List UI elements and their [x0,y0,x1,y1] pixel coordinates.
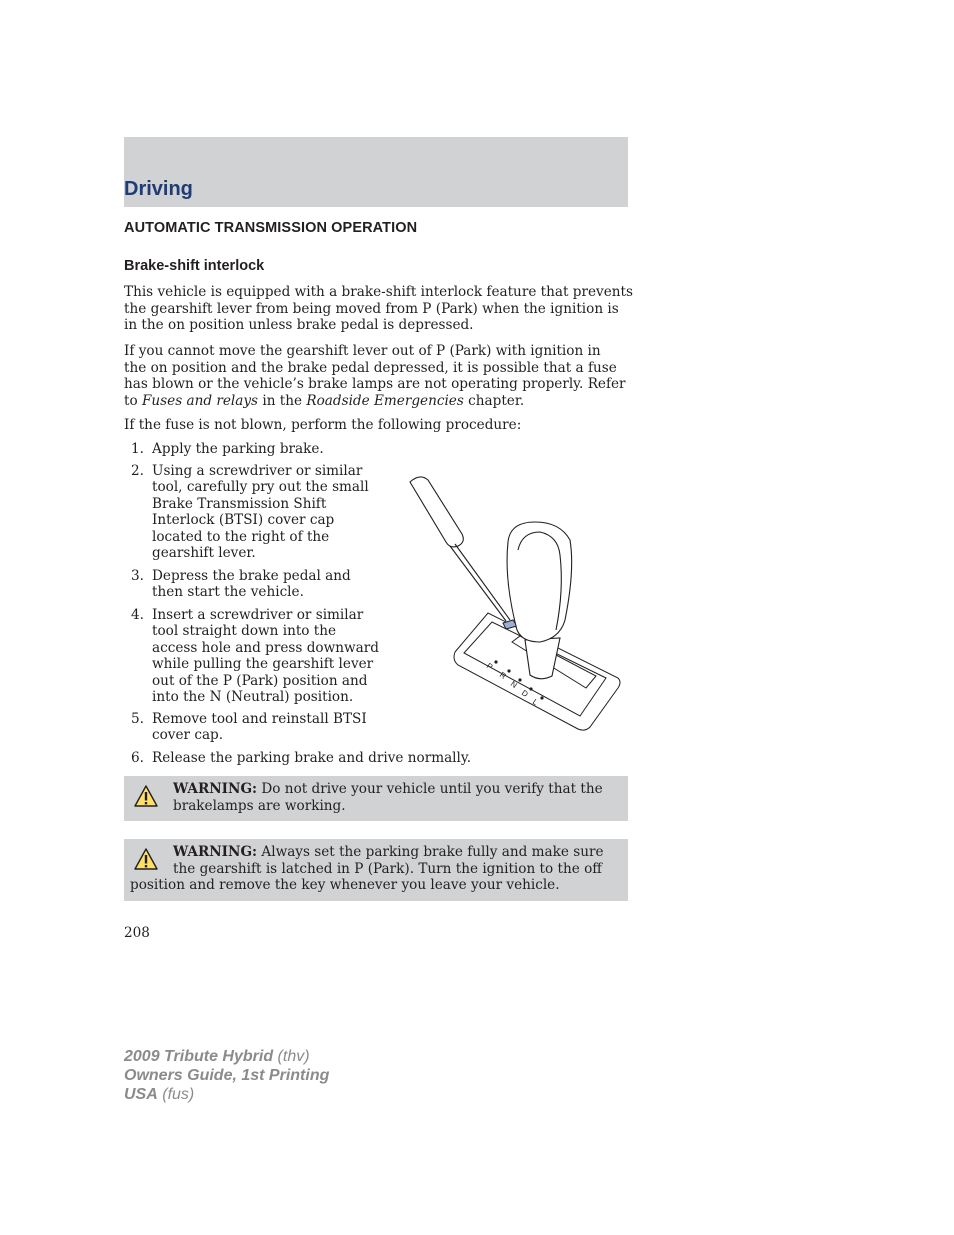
footer-line [124,1047,329,1066]
text-line: This vehicle is equipped with a brake-shift interlock feature that prevents [124,284,633,300]
chapter-title: Driving [124,178,193,200]
gear-label-l: L [530,697,540,708]
step-number: 1. [131,441,144,457]
footer-market: USA [124,1086,158,1103]
roadside-emergencies-reference: Roadside Emergencies [306,393,464,410]
warning-box-parking-brake [124,839,628,901]
chapter-header-band [124,137,628,207]
text-line: Apply the parking brake. [152,441,324,457]
section-title: AUTOMATIC TRANSMISSION OPERATION [124,220,418,236]
text-fragment: Do not drive your vehicle until you verify that the [261,781,603,797]
text-line: Using a screwdriver or similar [152,463,363,479]
footer-line [124,1066,329,1085]
text-line: the on position and the brake pedal depressed, it is possible that a fuse [124,359,617,376]
paragraph-interlock-intro [124,284,634,334]
text-line: position and remove the key whenever you leave your vehicle. [130,877,560,893]
warning-text [173,844,621,877]
text-line: in the on position unless brake pedal is depressed. [124,317,474,334]
fuses-and-relays-reference: Fuses and relays [141,393,259,410]
step-number: 6. [131,750,144,766]
text-line: out of the P (Park) position and [152,672,368,689]
text-line: Interlock (BTSI) cover cap [152,512,335,529]
text-line: If you cannot move the gearshift lever out of P (Park) with ignition in [124,343,601,359]
text-line [124,393,634,410]
text-fragment: chapter. [468,393,525,410]
warning-label: WARNING: [173,781,258,797]
gearshift-btsi-illustration [400,470,630,740]
text-line: Insert a screwdriver or similar [152,607,364,623]
text-line: access hole and press downward [152,639,379,656]
step-number: 2. [131,463,144,479]
gear-label-n: N [508,679,519,690]
text-line: cover cap. [152,727,224,744]
warning-box-brakelamps [124,776,628,821]
text-line: while pulling the gearshift lever [152,656,374,673]
gear-label-r: R [497,670,508,681]
text-line: then start the vehicle. [152,584,304,601]
page-number: 208 [124,925,150,941]
step-number: 5. [131,711,144,727]
document-footer [124,1047,329,1104]
footer-edition: Owners Guide, 1st Printing [124,1067,330,1084]
text-line: the gearshift is latched in P (Park). Turn the ignition to the off [173,860,602,877]
footer-model: 2009 Tribute Hybrid [124,1048,274,1065]
warning-label: WARNING: [173,844,258,860]
text-fragment: in the [262,393,303,410]
text-line [173,844,621,861]
text-line: Remove tool and reinstall BTSI [152,711,367,727]
warning-text [173,781,621,814]
text-line: Depress the brake pedal and [152,568,351,584]
text-line: brakelamps are working. [173,797,346,814]
footer-code: (thv) [277,1048,310,1065]
text-line: gearshift lever. [152,545,256,562]
gear-label-p: P [484,661,495,672]
text-line: has blown or the vehicle’s brake lamps are not operating properly. Refer [124,376,626,393]
warning-triangle-icon [134,847,158,871]
text-line: tool, carefully pry out the small [152,479,369,496]
text-line: Brake Transmission Shift [152,495,327,512]
text-line: the gearshift lever from being moved from P (Park) when the ignition is [124,300,619,317]
step-number: 4. [131,607,144,623]
text-line: Release the parking brake and drive normally. [152,750,472,766]
subsection-title: Brake-shift interlock [124,258,265,274]
footer-code: (fus) [162,1086,195,1103]
text-fragment: to [124,393,138,410]
screwdriver-icon [410,477,510,621]
paragraph-procedure-intro: If the fuse is not blown, perform the following procedure: [124,417,522,433]
gear-label-d: D [519,688,530,699]
text-line [173,781,621,798]
text-fragment: Always set the parking brake fully and make sure [261,844,604,860]
text-line: into the N (Neutral) position. [152,689,354,706]
warning-triangle-icon [134,784,158,808]
step-number: 3. [131,568,144,584]
text-line: located to the right of the [152,528,330,545]
footer-line [124,1085,329,1104]
paragraph-fuse-check [124,343,634,410]
text-line: tool straight down into the [152,623,337,640]
